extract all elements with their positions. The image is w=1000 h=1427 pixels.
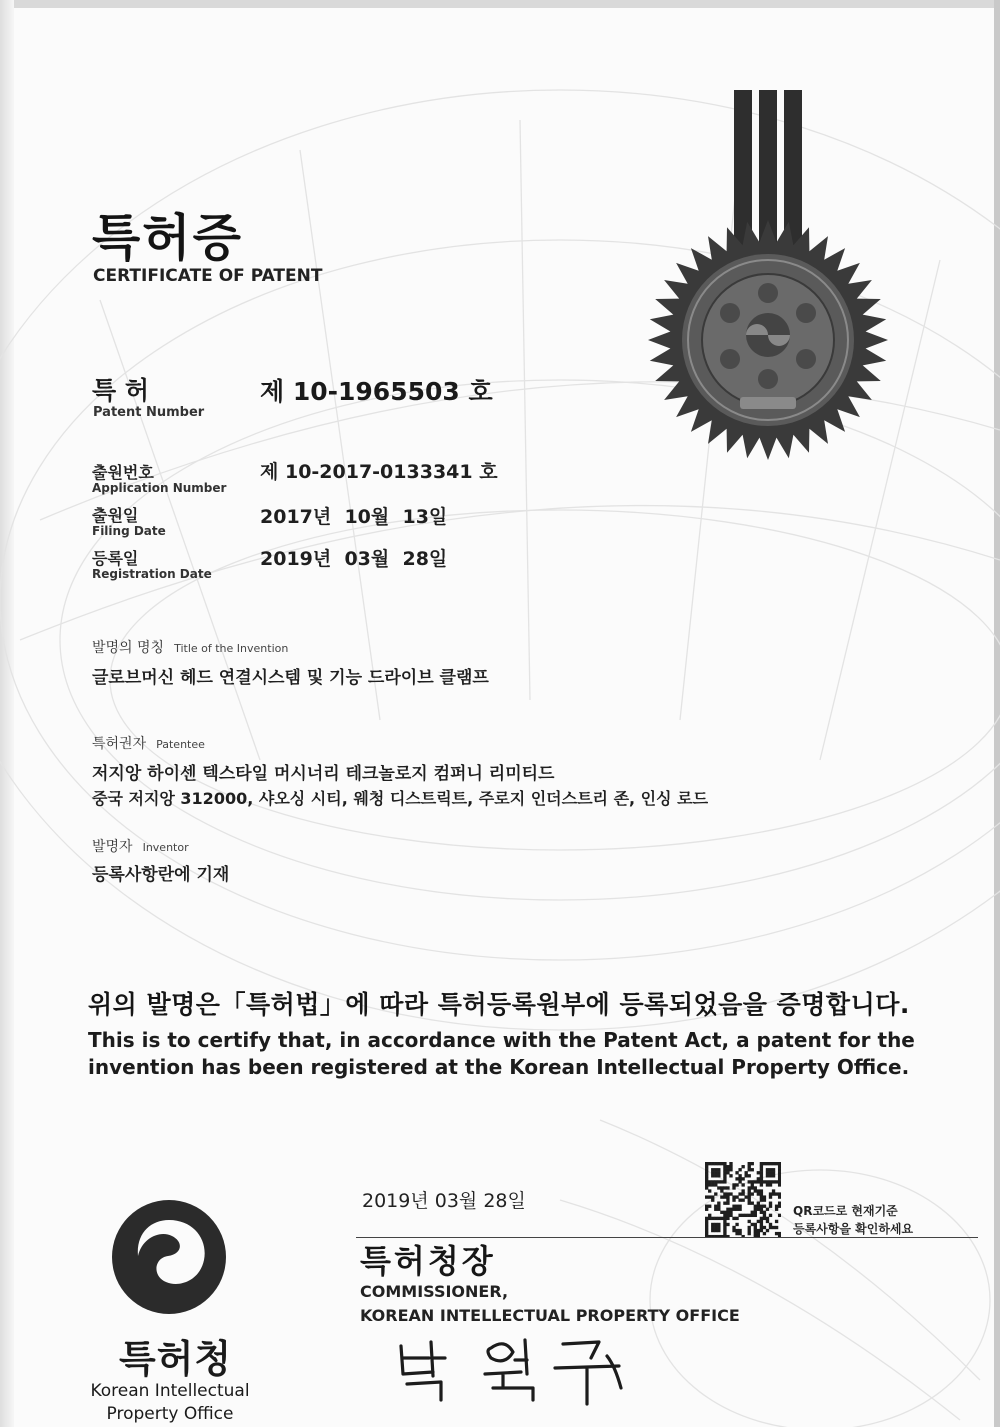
- filing-date-value: 2017년 10월 13일: [260, 506, 448, 528]
- issue-date: 2019년 03월 28일: [362, 1190, 526, 1212]
- registration-date-value: 2019년 03월 28일: [260, 548, 448, 570]
- kipo-name-ko: 특허청: [119, 1337, 233, 1381]
- commissioner-signature: [393, 1328, 643, 1408]
- invention-title-label-ko: 발명의 명칭: [92, 640, 165, 656]
- official-seal-icon: [640, 85, 900, 465]
- patentee-address: 중국 저지앙 312000, 샤오싱 시티, 웨청 디스트릭트, 주로지 인더스트리 존, 인싱 로드: [92, 789, 709, 808]
- kipo-name-en: [80, 1380, 260, 1426]
- patent-number-label-en: Patent Number: [93, 405, 205, 420]
- certificate-title-ko: 특허증: [92, 209, 243, 267]
- commissioner-title-en: [360, 1280, 740, 1328]
- invention-title-heading: [92, 637, 288, 657]
- qr-caption-line2: 등록사항을 확인하세요: [793, 1222, 914, 1236]
- registration-date-label-en: Registration Date: [92, 567, 212, 581]
- commissioner-title-en-line1: COMMISSIONER,: [360, 1282, 509, 1301]
- patent-number-label-ko: 특 허: [92, 376, 150, 405]
- patentee-name: 저지앙 하이센 텍스타일 머시너리 테크놀로지 컴퍼니 리미티드: [92, 764, 555, 784]
- inventor-label-ko: 발명자: [92, 839, 133, 855]
- application-number-value: 제 10-2017-0133341 호: [260, 461, 498, 483]
- qr-caption: [793, 1202, 913, 1238]
- certificate-title-en: CERTIFICATE OF PATENT: [93, 266, 323, 286]
- application-number-label-ko: 출원번호: [92, 463, 154, 482]
- qr-code-icon[interactable]: [705, 1162, 781, 1238]
- commissioner-title-ko: 특허청장: [360, 1242, 496, 1280]
- inventor-heading: [92, 836, 189, 856]
- patentee-heading: [92, 733, 205, 753]
- kipo-name-en-line1: Korean Intellectual: [90, 1381, 250, 1401]
- certification-text-ko: 위의 발명은「특허법」에 따라 특허등록원부에 등록되었음을 증명합니다.: [88, 990, 910, 1019]
- invention-title-value: 글로브머신 헤드 연결시스템 및 기능 드라이브 클램프: [92, 668, 489, 688]
- registration-date-label-ko: 등록일: [92, 549, 139, 568]
- inventor-label-en: Inventor: [142, 841, 189, 854]
- kipo-name-en-line2: Property Office: [106, 1404, 234, 1424]
- invention-title-label-en: Title of the Invention: [174, 642, 289, 655]
- patentee-label-ko: 특허권자: [92, 736, 147, 752]
- patent-number-value: 제 10-1965503 호: [260, 377, 493, 406]
- patentee-label-en: Patentee: [156, 738, 205, 751]
- qr-caption-line1: QR코드로 현재기준: [793, 1204, 898, 1218]
- taegeuk-swirl-icon: [110, 1198, 228, 1316]
- inventor-value: 등록사항란에 기재: [92, 865, 230, 885]
- filing-date-label-ko: 출원일: [92, 506, 139, 525]
- certification-text-en: This is to certify that, in accordance with the Patent Act, a patent for the invention has been registered at the Korean Intellectual Property Office.: [88, 1028, 915, 1079]
- application-number-label-en: Application Number: [92, 481, 227, 495]
- filing-date-label-en: Filing Date: [92, 524, 166, 538]
- commissioner-title-en-line2: KOREAN INTELLECTUAL PROPERTY OFFICE: [360, 1306, 740, 1325]
